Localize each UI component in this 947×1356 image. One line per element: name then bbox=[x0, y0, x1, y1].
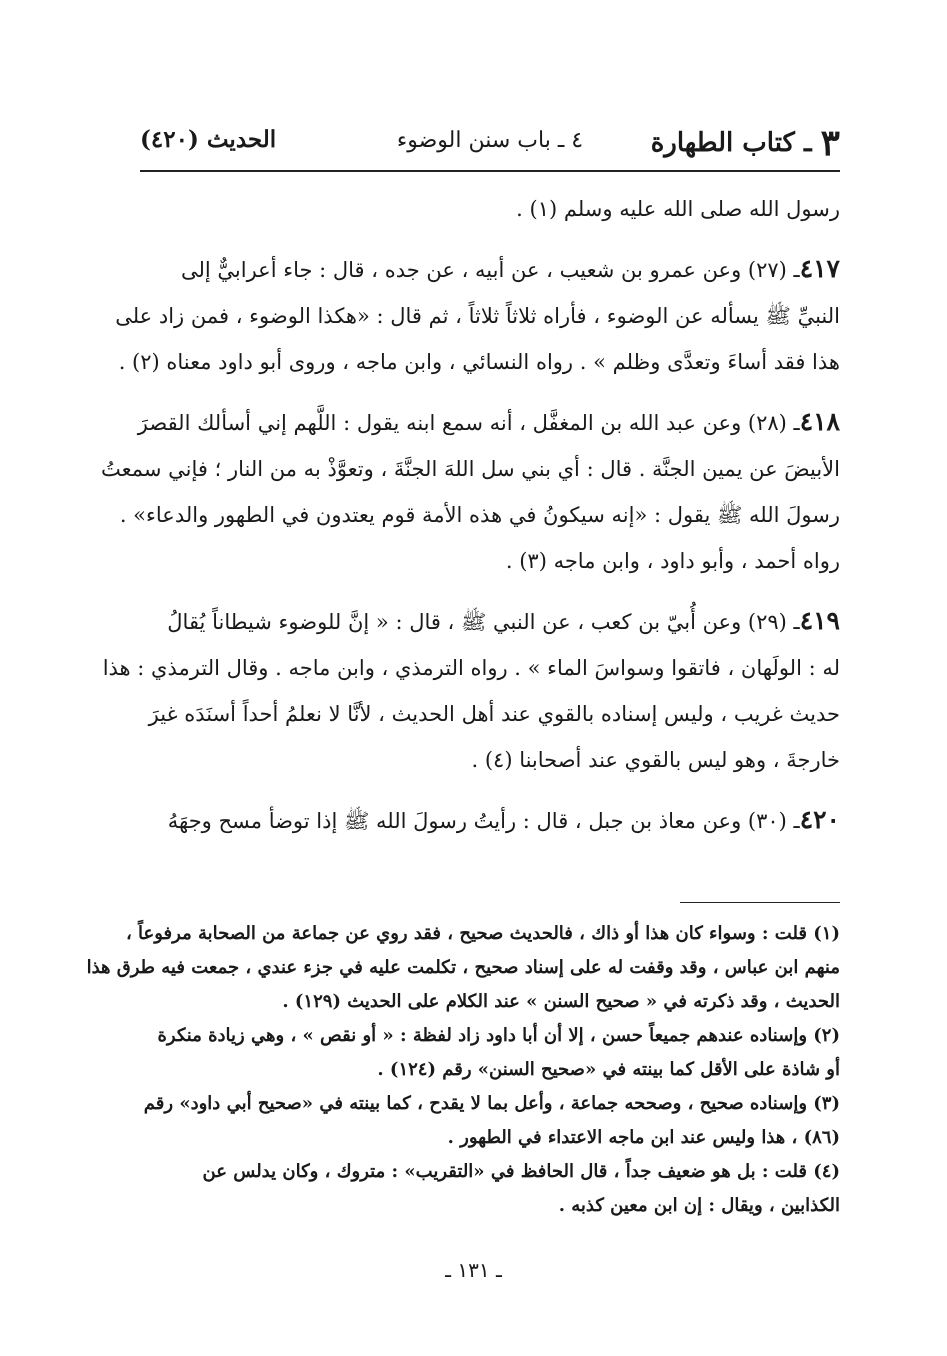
hadith-paragraph bbox=[102, 598, 840, 783]
line-text: رسول الله صلى الله عليه وسلم (١) . bbox=[516, 197, 840, 221]
text-line bbox=[137, 399, 840, 446]
footnote-line: الكذابين ، ويقال : إن ابن معين كذبه . bbox=[558, 1195, 840, 1216]
footnote-line: (٢) وإسناده عندهم جميعاً حسن ، إلا أن أبا داود زاد لفظة : « أو نقص » ، وهي زيادة منكرة bbox=[157, 1025, 840, 1046]
footnote-line: الحديث ، وقد ذكرته في « صحيح السنن » عند الكلام على الحديث (١٢٩) . bbox=[282, 991, 840, 1012]
chapter-dash: ـ bbox=[794, 128, 812, 158]
line-text: هذا فقد أساءَ وتعدَّى وظلم » . رواه النسائي ، وابن ماجه ، وروى أبو داود معناه (٢) . bbox=[118, 350, 840, 374]
hadith-reference: الحديث (٤٢٠) bbox=[140, 126, 277, 153]
hadith-number: ٤١٩ bbox=[799, 606, 840, 635]
text-line bbox=[140, 246, 840, 293]
text-line bbox=[118, 339, 840, 385]
text-line bbox=[102, 645, 840, 691]
footnote-line: أو شاذة على الأقل كما بينته في «صحيح السنن» رقم (١٢٤) . bbox=[377, 1059, 840, 1080]
chapter-title: كتاب الطهارة bbox=[650, 128, 795, 158]
footnote bbox=[140, 1019, 840, 1087]
section-title: ٤ ـ باب سنن الوضوء bbox=[396, 128, 584, 153]
hadith-paragraph bbox=[115, 246, 840, 385]
chapter-number: ٣ bbox=[820, 122, 840, 164]
page-number: ـ ١٣١ ـ bbox=[445, 1258, 502, 1282]
footnote-line: (٤) قلت : بل هو ضعيف جداً ، قال الحافظ في «التقريب» : متروك ، وكان يدلس عن bbox=[202, 1161, 840, 1182]
line-text: ـ (٣٠) وعن معاذ بن جبل ، قال : رأيتُ رسولَ الله ﷺ إذا توضأ مسح وجهَهُ bbox=[167, 809, 800, 833]
line-text: ـ (٢٧) وعن عمرو بن شعيب ، عن أبيه ، عن جده ، قال : جاء أعرابيٌّ إلى bbox=[180, 258, 800, 282]
text-line bbox=[140, 737, 840, 783]
line-text: له : الولَهان ، فاتقوا وسواسَ الماء » . رواه الترمذي ، وابن ماجه . وقال الترمذي : هذا bbox=[102, 656, 840, 680]
footnote-line: (٣) وإسناده صحيح ، وصححه جماعة ، وأعل بما لا يقدح ، كما بينته في «صحيح أبي داود» رقم bbox=[143, 1093, 840, 1114]
hadith-paragraph bbox=[140, 797, 840, 844]
text-line bbox=[115, 293, 840, 339]
text-line bbox=[140, 797, 840, 844]
page-header bbox=[140, 118, 840, 172]
text-line bbox=[140, 186, 840, 232]
line-text: ـ (٢٨) وعن عبد الله بن المغفَّل ، أنه سمع ابنه يقول : اللَّهم إني أسألك القصرَ bbox=[137, 411, 800, 435]
footnote-line: (٨٦) ، هذا وليس عند ابن ماجه الاعتداء في الطهور . bbox=[447, 1127, 840, 1148]
footnote bbox=[86, 917, 840, 1019]
footnote-divider bbox=[680, 902, 840, 903]
footnote-line: منهم ابن عباس ، وقد وقفت له على إسناد صحيح ، تكلمت عليه في جزء عندي ، جمعت فيه طرق هذا bbox=[86, 957, 840, 978]
text-line bbox=[140, 538, 840, 584]
line-text: الأبيضَ عن يمين الجنَّة . قال : أي بني سل اللهَ الجنَّةَ ، وتعوَّذْ به من النار ؛ فإني سمعتُ bbox=[101, 457, 840, 481]
hadith-paragraph bbox=[101, 399, 840, 584]
footnotes bbox=[86, 917, 840, 1223]
text-line bbox=[140, 598, 840, 645]
text-line bbox=[119, 492, 840, 538]
text-line bbox=[101, 446, 840, 492]
line-text: النبيِّ ﷺ يسأله عن الوضوء ، فأراه ثلاثاً ثلاثاً ، ثم قال : «هكذا الوضوء ، فمن زاد على bbox=[115, 304, 840, 328]
main-text bbox=[101, 186, 840, 844]
text-line bbox=[140, 691, 840, 737]
hadith-paragraph bbox=[140, 186, 840, 232]
hadith-number: ٤١٨ bbox=[799, 407, 840, 436]
line-text: خارجةَ ، وهو ليس بالقوي عند أصحابنا (٤) . bbox=[471, 748, 840, 772]
footnote bbox=[140, 1155, 840, 1223]
footnote bbox=[140, 1087, 840, 1155]
line-text: رواه أحمد ، وأبو داود ، وابن ماجه (٣) . bbox=[505, 549, 840, 573]
line-text: ـ (٢٩) وعن أُبيّ بن كعب ، عن النبي ﷺ ، قال : « إنَّ للوضوء شيطاناً يُقالُ bbox=[167, 610, 800, 634]
line-text: رسولَ الله ﷺ يقول : «إنه سيكونُ في هذه الأمة قوم يعتدون في الطهور والدعاء» . bbox=[119, 503, 840, 527]
book-page bbox=[86, 118, 840, 1223]
hadith-number: ٤٢٠ bbox=[799, 805, 840, 834]
hadith-number: ٤١٧ bbox=[799, 254, 840, 283]
footnote-line: (١) قلت : وسواء كان هذا أو ذاك ، فالحديث صحيح ، فقد روي عن جماعة من الصحابة مرفوعاً ، bbox=[125, 923, 840, 944]
line-text: حديث غريب ، وليس إسناده بالقوي عند أهل الحديث ، لأنَّا لا نعلمُ أحداً أسنَدَه غيرَ bbox=[148, 702, 840, 726]
